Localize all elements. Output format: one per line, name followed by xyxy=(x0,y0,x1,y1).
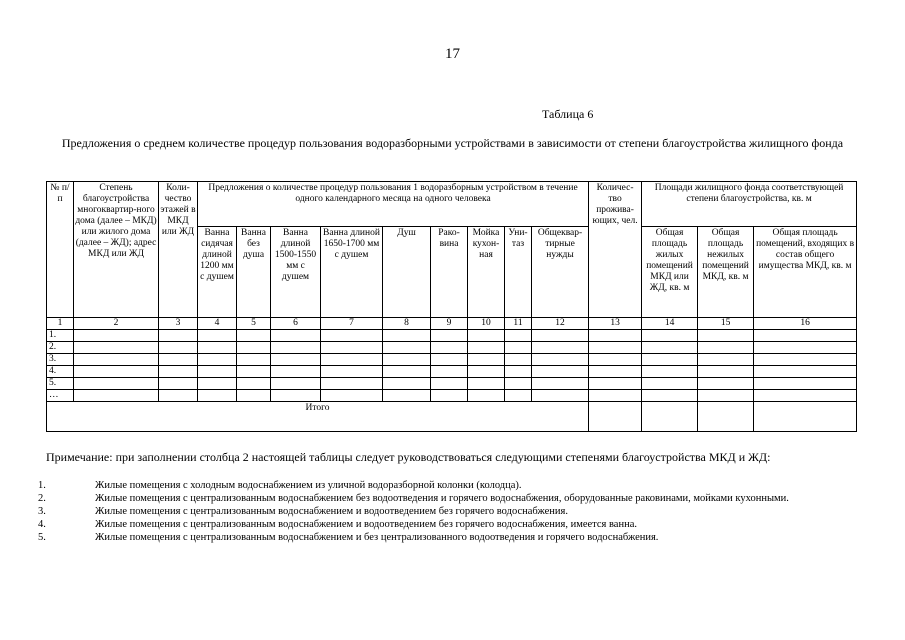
col-number: 12 xyxy=(532,318,589,330)
table-row xyxy=(47,390,857,402)
header-sub-kitchen-sink: Мойка кухон-ная xyxy=(468,227,505,318)
col-number: 16 xyxy=(754,318,857,330)
header-procedures: Предложения о количестве процедур пользования 1 водоразборным устройством в течение одного календарного месяца на одного человека xyxy=(198,182,589,227)
header-sub-common-needs: Общеквар-тирные нужды xyxy=(532,227,589,318)
total-label: Итого xyxy=(47,402,589,432)
col-number: 11 xyxy=(505,318,532,330)
table-label: Таблица 6 xyxy=(542,107,594,121)
col-number: 13 xyxy=(589,318,642,330)
header-sub-bath-1500: Ванна длиной 1500-1550 мм с душем xyxy=(271,227,321,318)
list-item xyxy=(38,518,863,531)
column-numbers-row xyxy=(47,318,857,330)
header-sub-bath-no-shower: Ванна без душа xyxy=(237,227,271,318)
table-row xyxy=(47,378,857,390)
list-item-text: Жилые помещения с централизованным водоснабжением без водоотведения и горячего водоснабжения, оборудованные раковинами, мойками кухонными. xyxy=(95,493,789,504)
list-item-text: Жилые помещения с централизованным водоснабжением и водоотведением без горячего водоснабжения. xyxy=(95,506,568,517)
row-number: … xyxy=(47,390,74,402)
table-row xyxy=(47,366,857,378)
col-number: 10 xyxy=(468,318,505,330)
row-number: 2. xyxy=(47,342,74,354)
list-item-number: 3. xyxy=(38,506,46,517)
col-number: 4 xyxy=(198,318,237,330)
table-row xyxy=(47,342,857,354)
col-number: 2 xyxy=(74,318,159,330)
table-row xyxy=(47,330,857,342)
col-number: 3 xyxy=(159,318,198,330)
header-sub-shower: Душ xyxy=(383,227,431,318)
header-degree: Степень благоустройства многоквартир-ного дома (далее – МКД) или жилого дома (далее – ЖД); адрес МКД или ЖД xyxy=(74,182,159,318)
procedures-table xyxy=(46,181,857,432)
col-number: 5 xyxy=(237,318,271,330)
header-sub-toilet: Уни-таз xyxy=(505,227,532,318)
degree-list xyxy=(38,479,863,544)
header-area-residential: Общая площадь жилых помещений МКД или ЖД, кв. м xyxy=(642,227,698,318)
list-item-text: Жилые помещения с централизованным водоснабжением и водоотведением без горячего водоснабжения, имеется ванна. xyxy=(95,519,637,530)
list-item-number: 1. xyxy=(38,480,46,491)
col-number: 14 xyxy=(642,318,698,330)
row-number: 4. xyxy=(47,366,74,378)
col-number: 6 xyxy=(271,318,321,330)
list-item xyxy=(38,531,863,544)
header-residents: Количес-тво прожива-ющих, чел. xyxy=(589,182,642,318)
col-number: 7 xyxy=(321,318,383,330)
row-number: 3. xyxy=(47,354,74,366)
list-item xyxy=(38,479,863,492)
list-item-number: 4. xyxy=(38,519,46,530)
header-area: Площади жилищного фонда соответствующей степени благоустройства, кв. м xyxy=(642,182,857,227)
document-title: Предложения о среднем количестве процедур пользования водоразборными устройствами в зависимости от степени благоустройства жилищного фонда xyxy=(61,136,844,150)
col-number: 15 xyxy=(698,318,754,330)
table-note: Примечание: при заполнении столбца 2 настоящей таблицы следует руководствоваться следующими степенями благоустройства МКД и ЖД: xyxy=(46,450,771,464)
table-row xyxy=(47,354,857,366)
col-number: 9 xyxy=(431,318,468,330)
total-row xyxy=(47,402,857,432)
header-area-nonresidential: Общая площадь нежилых помещений МКД, кв. м xyxy=(698,227,754,318)
header-floors: Коли-чество этажей в МКД или ЖД xyxy=(159,182,198,318)
header-sub-bath-sitting: Ванна сидячая длиной 1200 мм с душем xyxy=(198,227,237,318)
col-number: 8 xyxy=(383,318,431,330)
col-number: 1 xyxy=(47,318,74,330)
list-item xyxy=(38,505,863,518)
header-area-common: Общая площадь помещений, входящих в состав общего имущества МКД, кв. м xyxy=(754,227,857,318)
list-item xyxy=(38,492,863,505)
row-number: 5. xyxy=(47,378,74,390)
header-num: № п/п xyxy=(47,182,74,318)
list-item-text: Жилые помещения с холодным водоснабжением из уличной водоразборной колонки (колодца). xyxy=(95,480,522,491)
row-number: 1. xyxy=(47,330,74,342)
page-number: 17 xyxy=(445,46,460,62)
header-sub-bath-1650: Ванна длиной 1650-1700 мм с душем xyxy=(321,227,383,318)
list-item-number: 5. xyxy=(38,532,46,543)
list-item-number: 2. xyxy=(38,493,46,504)
list-item-text: Жилые помещения с централизованным водоснабжением и без централизованного водоотведения и горячего водоснабжения. xyxy=(95,532,659,543)
header-sub-sink: Рако-вина xyxy=(431,227,468,318)
